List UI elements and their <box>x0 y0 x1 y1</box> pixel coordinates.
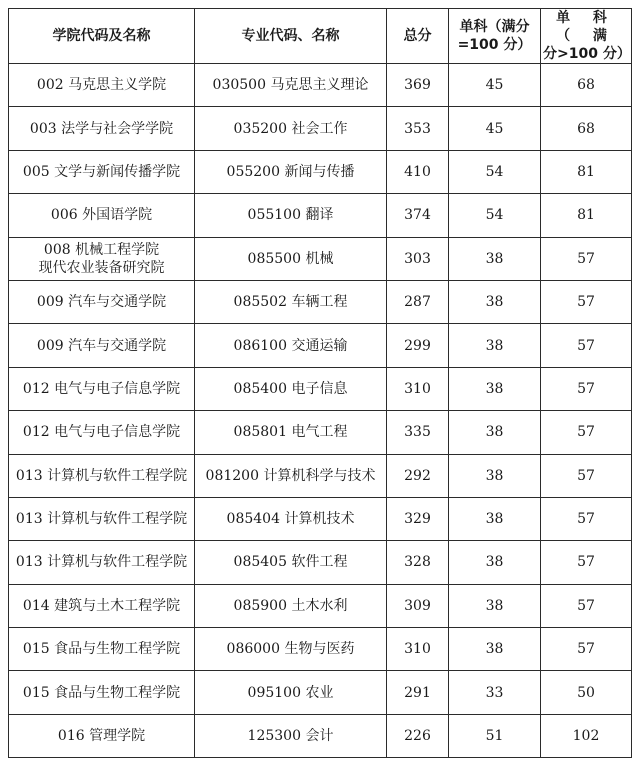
cell-single-subject-100: 54 <box>449 150 541 193</box>
table-row <box>9 454 632 497</box>
cell-college <box>9 497 195 540</box>
cell-total: 335 <box>387 411 449 454</box>
cell-college <box>9 628 195 671</box>
cell-single-subject-over-100: 57 <box>541 454 632 497</box>
cell-single-subject-100: 38 <box>449 324 541 367</box>
table-row <box>9 584 632 627</box>
cell-total: 287 <box>387 280 449 323</box>
header-single-subject-100 <box>449 9 541 64</box>
cell-college-line: 006 外国语学院 <box>50 207 153 224</box>
cell-college-line: 012 电气与电子信息学院 <box>22 380 181 397</box>
cell-single-subject-over-100: 68 <box>541 107 632 150</box>
cell-college <box>9 411 195 454</box>
cell-single-subject-over-100: 57 <box>541 628 632 671</box>
table-row <box>9 714 632 757</box>
cell-total: 353 <box>387 107 449 150</box>
cell-single-subject-over-100: 57 <box>541 497 632 540</box>
cell-single-subject-100: 51 <box>449 714 541 757</box>
cell-total: 299 <box>387 324 449 367</box>
cell-college <box>9 541 195 584</box>
cell-college <box>9 280 195 323</box>
cell-total: 310 <box>387 367 449 410</box>
cell-total: 309 <box>387 584 449 627</box>
header-single-subject-over-100-line2: 分>100 分） <box>543 46 631 62</box>
table-row <box>9 367 632 410</box>
cell-total: 310 <box>387 628 449 671</box>
cell-major: 086100 交通运输 <box>195 324 387 367</box>
cell-total: 329 <box>387 497 449 540</box>
score-table <box>8 8 632 758</box>
cell-single-subject-over-100: 57 <box>541 541 632 584</box>
cell-total: 374 <box>387 194 449 237</box>
cell-total: 369 <box>387 64 449 107</box>
cell-single-subject-100: 54 <box>449 194 541 237</box>
cell-major: 085400 电子信息 <box>195 367 387 410</box>
cell-major: 095100 农业 <box>195 671 387 714</box>
cell-college-line: 014 建筑与土木工程学院 <box>22 597 181 614</box>
cell-major: 085801 电气工程 <box>195 411 387 454</box>
cell-major: 085500 机械 <box>195 237 387 280</box>
cell-college-line: 013 计算机与软件工程学院 <box>15 511 188 528</box>
cell-major: 086000 生物与医药 <box>195 628 387 671</box>
table-row <box>9 194 632 237</box>
cell-total: 291 <box>387 671 449 714</box>
cell-college <box>9 671 195 714</box>
table-row <box>9 411 632 454</box>
cell-total: 410 <box>387 150 449 193</box>
cell-single-subject-100: 45 <box>449 64 541 107</box>
cell-single-subject-over-100: 81 <box>541 150 632 193</box>
cell-college <box>9 194 195 237</box>
header-single-subject-over-100-line1: 单 科 （ 满 <box>556 10 616 44</box>
cell-single-subject-100: 38 <box>449 541 541 584</box>
cell-total: 226 <box>387 714 449 757</box>
table-row <box>9 497 632 540</box>
table-row <box>9 541 632 584</box>
cell-single-subject-100: 38 <box>449 411 541 454</box>
cell-college-line: 012 电气与电子信息学院 <box>22 424 181 441</box>
table-row <box>9 628 632 671</box>
header-major: 专业代码、名称 <box>195 9 387 64</box>
cell-single-subject-over-100: 102 <box>541 714 632 757</box>
table-row <box>9 324 632 367</box>
cell-college <box>9 714 195 757</box>
table-row <box>9 671 632 714</box>
cell-college <box>9 150 195 193</box>
cell-single-subject-over-100: 57 <box>541 584 632 627</box>
cell-single-subject-100: 38 <box>449 237 541 280</box>
cell-single-subject-over-100: 57 <box>541 280 632 323</box>
cell-total: 303 <box>387 237 449 280</box>
cell-college <box>9 237 195 280</box>
cell-single-subject-100: 38 <box>449 628 541 671</box>
table-row <box>9 64 632 107</box>
cell-major: 030500 马克思主义理论 <box>195 64 387 107</box>
cell-major: 081200 计算机科学与技术 <box>195 454 387 497</box>
cell-single-subject-over-100: 57 <box>541 237 632 280</box>
cell-major: 085405 软件工程 <box>195 541 387 584</box>
cell-major: 055200 新闻与传播 <box>195 150 387 193</box>
cell-major: 085900 土木水利 <box>195 584 387 627</box>
header-single-subject-100-line2: =100 分） <box>457 37 532 53</box>
header-college: 学院代码及名称 <box>9 9 195 64</box>
cell-college-line: 现代农业装备研究院 <box>38 259 165 276</box>
cell-single-subject-100: 38 <box>449 454 541 497</box>
header-single-subject-over-100 <box>541 9 632 64</box>
cell-single-subject-100: 38 <box>449 497 541 540</box>
table-row <box>9 150 632 193</box>
cell-total: 328 <box>387 541 449 584</box>
cell-college-line: 005 文学与新闻传播学院 <box>22 163 181 180</box>
cell-major: 055100 翻译 <box>195 194 387 237</box>
cell-total: 292 <box>387 454 449 497</box>
cell-single-subject-over-100: 57 <box>541 324 632 367</box>
cell-single-subject-100: 38 <box>449 280 541 323</box>
cell-college-line: 015 食品与生物工程学院 <box>22 641 181 658</box>
cell-college-line: 009 汽车与交通学院 <box>36 337 167 354</box>
cell-college <box>9 367 195 410</box>
header-total: 总分 <box>387 9 449 64</box>
cell-single-subject-over-100: 68 <box>541 64 632 107</box>
cell-college-line: 013 计算机与软件工程学院 <box>15 554 188 571</box>
cell-college-line: 009 汽车与交通学院 <box>36 294 167 311</box>
cell-single-subject-100: 33 <box>449 671 541 714</box>
table-row <box>9 237 632 280</box>
table-body <box>9 64 632 758</box>
cell-single-subject-over-100: 50 <box>541 671 632 714</box>
cell-college <box>9 107 195 150</box>
cell-major: 085404 计算机技术 <box>195 497 387 540</box>
cell-college-line: 013 计算机与软件工程学院 <box>15 467 188 484</box>
table-row <box>9 280 632 323</box>
cell-college <box>9 324 195 367</box>
cell-single-subject-over-100: 57 <box>541 367 632 410</box>
cell-college <box>9 584 195 627</box>
table-header-row <box>9 9 632 64</box>
cell-single-subject-100: 38 <box>449 584 541 627</box>
cell-college <box>9 64 195 107</box>
cell-college <box>9 454 195 497</box>
cell-single-subject-100: 38 <box>449 367 541 410</box>
cell-single-subject-100: 45 <box>449 107 541 150</box>
cell-single-subject-over-100: 81 <box>541 194 632 237</box>
cell-college-line: 016 管理学院 <box>57 728 146 745</box>
cell-major: 085502 车辆工程 <box>195 280 387 323</box>
header-single-subject-100-line1: 单科（满分 <box>459 19 530 35</box>
table-row <box>9 107 632 150</box>
cell-college-line: 002 马克思主义学院 <box>36 77 167 94</box>
cell-college-line: 008 机械工程学院 <box>43 241 160 258</box>
cell-major: 125300 会计 <box>195 714 387 757</box>
cell-major: 035200 社会工作 <box>195 107 387 150</box>
cell-single-subject-over-100: 57 <box>541 411 632 454</box>
cell-college-line: 003 法学与社会学学院 <box>29 120 174 137</box>
cell-college-line: 015 食品与生物工程学院 <box>22 684 181 701</box>
